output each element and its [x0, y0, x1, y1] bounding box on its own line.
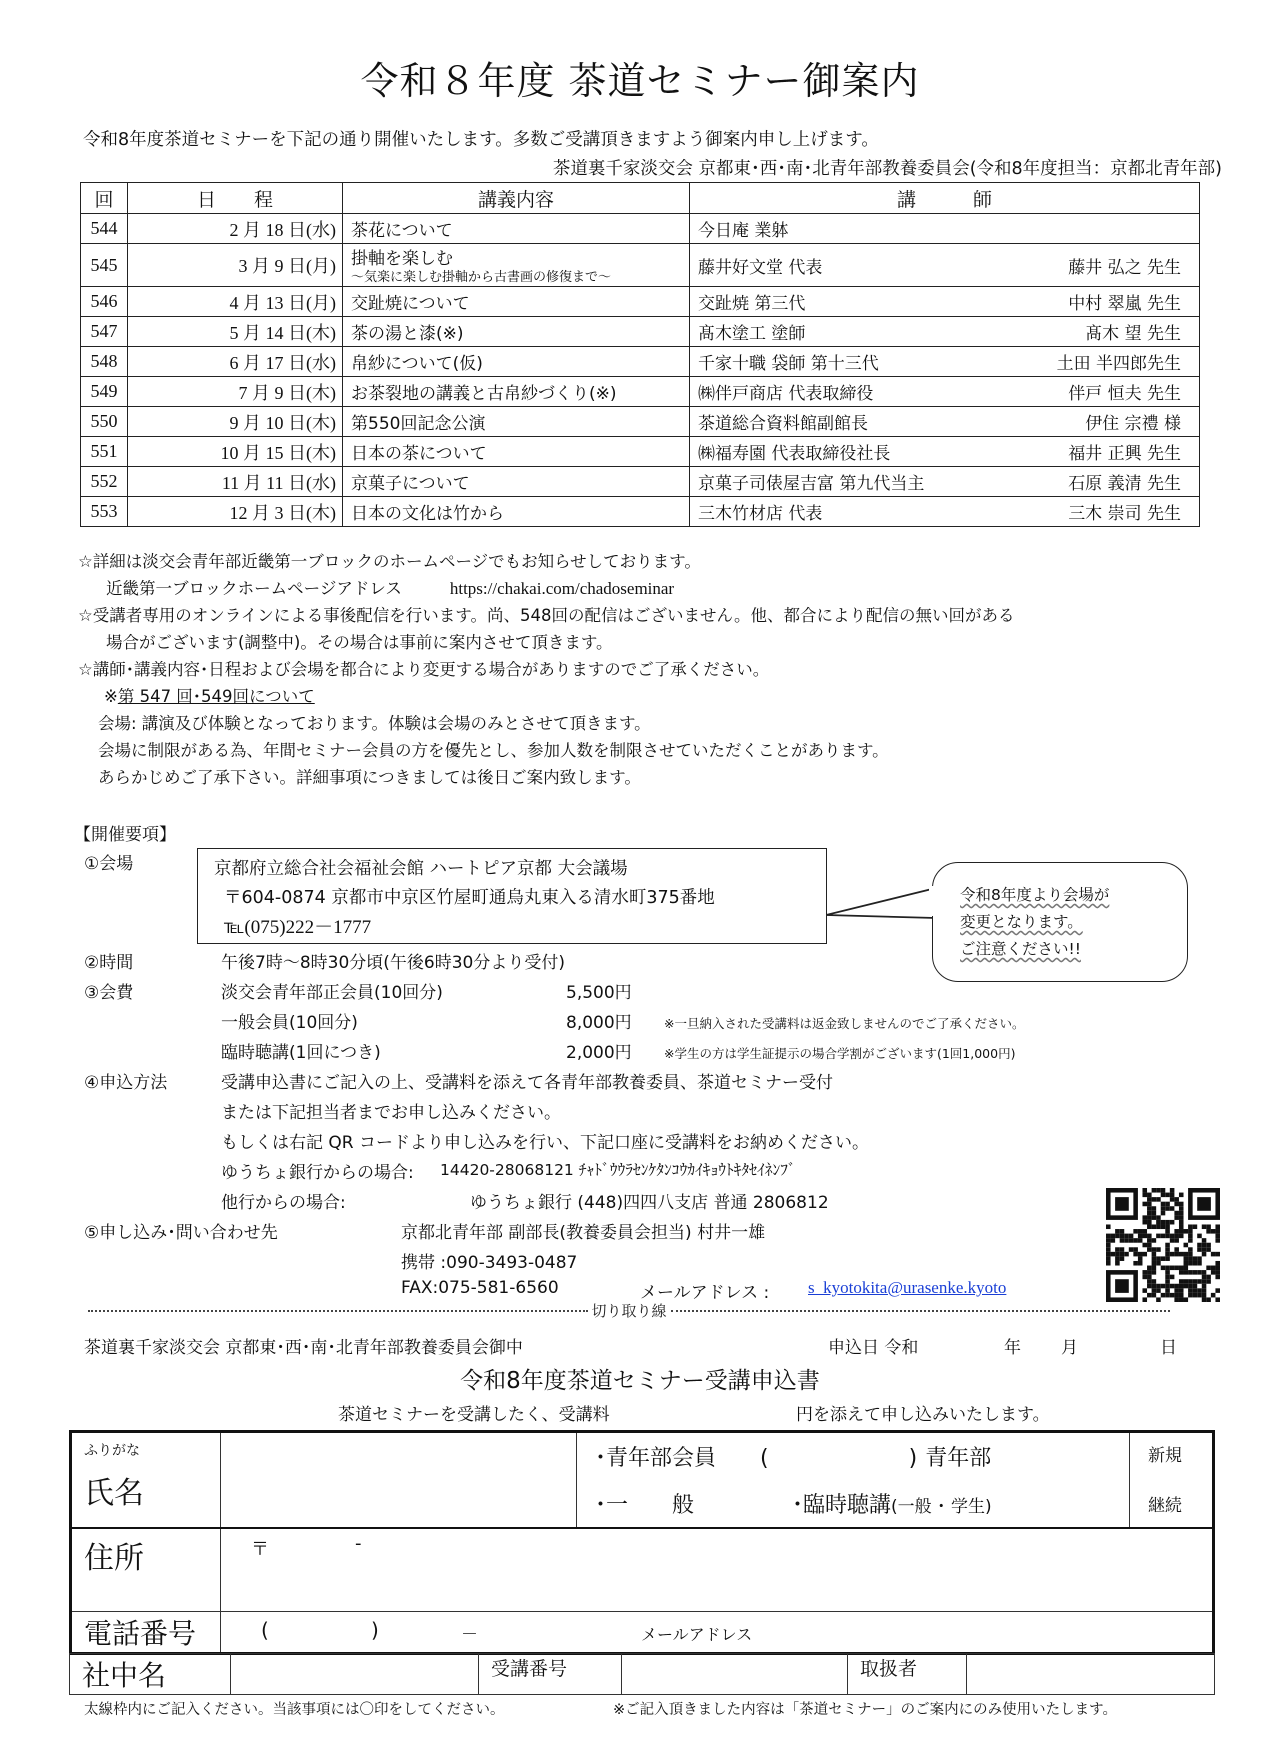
- lecturer-affiliation: 三木竹材店 代表: [698, 504, 823, 524]
- lecturer-name: 石原 義清 先生: [1068, 474, 1181, 494]
- session-lecturer: [690, 407, 1200, 437]
- session-lecturer: [690, 437, 1200, 467]
- venue-box: [197, 848, 827, 944]
- session-lecturer: [690, 347, 1200, 377]
- name-label: 氏名: [84, 1476, 144, 1511]
- col-header-no: 回: [81, 183, 128, 214]
- session-date: 7 月 9 日(木): [128, 377, 343, 407]
- apply-line-2: または下記担当者までお申し込みください。: [221, 1103, 561, 1123]
- furigana-label: ふりがな: [84, 1443, 140, 1459]
- general-option[interactable]: ･一 般: [595, 1493, 695, 1518]
- bubble-gap: [929, 880, 937, 920]
- note-homepage-address: [78, 575, 1014, 602]
- contact-name: 京都北青年部 副部長(教養委員会担当) 村井一雄: [401, 1223, 766, 1243]
- name-label-cell: [71, 1432, 221, 1528]
- lecturer-affiliation: 千家十職 袋師 第十三代: [698, 354, 879, 374]
- postal-dash: -: [355, 1532, 362, 1554]
- application-form: [69, 1430, 1215, 1655]
- schedule-row: [81, 244, 1200, 287]
- footer-left: 太線枠内にご記入ください。当該事項には〇印をしてください。: [84, 1702, 505, 1718]
- apply-label: ④申込方法: [84, 1073, 168, 1093]
- session-topic: [343, 244, 690, 287]
- lecturer-name: 土田 半四郎先生: [1056, 354, 1181, 374]
- session-topic: [343, 287, 690, 317]
- bank1-value: 14420-28068121 ﾁｬﾄﾞｳｳﾗｾﾝｹﾀﾝｺｳｶｲｷｮｳﾄｷﾀｾｲﾈﾝﾌﾞ: [440, 1161, 796, 1179]
- schedule-row: [81, 407, 1200, 437]
- topic-title: 茶花について: [351, 221, 453, 241]
- contact-mobile: 携帯 :090-3493-0487: [401, 1253, 578, 1273]
- schedule-row: [81, 377, 1200, 407]
- phone-label: 電話番号: [71, 1612, 221, 1654]
- temp-option[interactable]: [792, 1488, 992, 1519]
- session-lecturer: [690, 497, 1200, 527]
- session-topic: [343, 347, 690, 377]
- col-header-lecturer: 講 師: [690, 183, 1200, 214]
- note-details: あらかじめご了承下さい。詳細事項につきましては後日ご案内致します。: [98, 768, 641, 787]
- topic-title: 第550回記念公演: [351, 414, 486, 434]
- session-topic: [343, 407, 690, 437]
- note-venue: 会場: 講演及び体験となっております。体験は会場のみとさせて頂きます。: [98, 714, 651, 733]
- cut-line-dots-left: [88, 1310, 588, 1312]
- bubble-line-3: ご注意ください!!: [960, 940, 1081, 958]
- session-topic: [343, 377, 690, 407]
- temp-opt-sub: (一般 ･ 学生): [891, 1497, 992, 1517]
- email-label: メールアドレス: [641, 1625, 753, 1644]
- lecturer-name: 伴戸 恒夫 先生: [1068, 384, 1181, 404]
- address-label: 住所: [84, 1540, 144, 1576]
- topic-title: お茶裂地の講義と古帛紗づくり(※): [351, 384, 617, 404]
- schedule-row: [81, 347, 1200, 377]
- bank2-value: ゆうちょ銀行 (448)四四八支店 普通 2806812: [470, 1193, 829, 1213]
- venue-address: 〒604-0874 京都市中京区竹屋町通烏丸東入る清水町375番地: [224, 888, 715, 908]
- mail-label: メールアドレス :: [640, 1283, 770, 1303]
- form-addressee: 茶道裏千家淡交会 京都東･西･南･北青年部教養委員会御中: [84, 1338, 523, 1358]
- bubble-line-1: 令和8年度より会場が: [960, 886, 1110, 904]
- note-mark: ※: [104, 687, 118, 706]
- fee-note-1: ※一旦納入された受講料は返金致しませんのでご了承ください。: [664, 1016, 1025, 1031]
- venue-tel: ℡(075)222－1777: [224, 917, 372, 938]
- form-title: 令和8年度茶道セミナー受講申込書: [460, 1368, 820, 1394]
- session-number: 550: [81, 407, 128, 437]
- session-topic: [343, 437, 690, 467]
- bank2-label: 他行からの場合:: [221, 1193, 346, 1213]
- cut-line: [84, 1300, 1174, 1321]
- session-topic: [343, 467, 690, 497]
- bubble-text: [960, 882, 1109, 963]
- venue-name: 京都府立総合社会福祉会館 ハートピア京都 大会議場: [214, 859, 628, 879]
- new-cont-cell[interactable]: [1130, 1432, 1214, 1528]
- col-header-topic: 講義内容: [343, 183, 690, 214]
- schedule-row: [81, 214, 1200, 244]
- details-heading: 【開催要項】: [74, 825, 176, 845]
- lecturer-name: 髙木 望 先生: [1085, 324, 1181, 344]
- member-type-cell[interactable]: [577, 1432, 1130, 1528]
- lecturer-affiliation: 髙木塗工 塗師: [698, 324, 806, 344]
- bubble-line-2: 変更となります。: [960, 913, 1083, 931]
- lecturer-name: 藤井 弘之 先生: [1068, 257, 1181, 278]
- lecturer-affiliation: 今日庵 業躰: [698, 221, 789, 241]
- lecturer-affiliation: 交趾焼 第三代: [698, 294, 806, 314]
- topic-title: 京菓子について: [351, 474, 470, 494]
- lecturer-name: [1181, 216, 1191, 241]
- session-number: 545: [81, 244, 128, 287]
- bank1-label: ゆうちょ銀行からの場合:: [221, 1163, 414, 1183]
- contact-fax: FAX:075-581-6560: [401, 1278, 559, 1298]
- address-label-cell: [71, 1528, 221, 1612]
- qr-code-icon[interactable]: [1106, 1188, 1220, 1302]
- topic-title: 掛軸を楽しむ: [351, 249, 453, 269]
- notes-section: [78, 548, 1014, 791]
- group-label: 社中名: [70, 1654, 231, 1695]
- note-547-549: [78, 683, 1014, 710]
- cut-line-label: 切り取り線: [591, 1302, 667, 1320]
- session-number: 546: [81, 287, 128, 317]
- fee-name-0: 淡交会青年部正会員(10回分): [221, 983, 443, 1003]
- member-option[interactable]: [595, 1441, 991, 1472]
- topic-subtitle: ～気楽に楽しむ掛軸から古書画の修復まで～: [351, 270, 612, 285]
- time-value: 午後7時～8時30分頃(午後6時30分より受付): [221, 953, 565, 973]
- session-topic: [343, 497, 690, 527]
- page-title: 令和８年度 茶道セミナー御案内: [360, 59, 920, 103]
- schedule-row: [81, 317, 1200, 347]
- topic-title: 日本の茶について: [351, 444, 487, 464]
- reg-no-label: 受講番号: [479, 1654, 622, 1695]
- session-topic: [343, 317, 690, 347]
- homepage-link[interactable]: https://chakai.com/chadoseminar: [449, 579, 675, 598]
- session-number: 551: [81, 437, 128, 467]
- note-online: ☆受講者専用のオンラインによる事後配信を行います。尚、548回の配信はございません。他、都合により配信の無い回がある: [78, 606, 1015, 625]
- phone-paren-close: ): [371, 1618, 379, 1642]
- note-547-549-heading: 第 547 回･549回について: [117, 687, 315, 706]
- time-label: ②時間: [84, 953, 134, 973]
- session-date: 3 月 9 日(月): [128, 244, 343, 287]
- fee-name-2: 臨時聴講(1回につき): [221, 1043, 381, 1063]
- office-use-table: [69, 1653, 1215, 1695]
- phone-paren-open: (: [261, 1618, 269, 1642]
- session-topic: [343, 214, 690, 244]
- session-date: 11 月 11 日(水): [128, 467, 343, 497]
- apply-line-3: もしくは右記 QR コードより申し込みを行い、下記口座に受講料をお納めください。: [221, 1133, 869, 1153]
- continue-option[interactable]: 継続: [1148, 1496, 1182, 1516]
- schedule-table: [80, 182, 1200, 527]
- fee-price-1: 8,000円: [566, 1013, 632, 1033]
- session-lecturer: [690, 214, 1200, 244]
- fee-price-2: 2,000円: [566, 1043, 632, 1063]
- session-date: 9 月 10 日(木): [128, 407, 343, 437]
- intro-text: 令和8年度茶道セミナーを下記の通り開催いたします。多数ご受講頂きますよう御案内申し上げます。: [83, 130, 879, 150]
- col-header-date: 日 程: [128, 183, 343, 214]
- form-statement-b: 円を添えて申し込みいたします。: [796, 1405, 1050, 1425]
- fee-label: ③会費: [84, 983, 134, 1003]
- bubble-pointer: [826, 880, 938, 925]
- name-input[interactable]: [221, 1432, 577, 1528]
- footer-right: ※ご記入頂きました内容は「茶道セミナー」のご案内にのみ使用いたします。: [613, 1702, 1117, 1718]
- note-limit: 会場に制限がある為、年間セミナー会員の方を優先とし、参加人数を制限させていただくことがあります。: [98, 741, 889, 760]
- handler-input[interactable]: [967, 1654, 1215, 1695]
- form-year: 年: [1004, 1338, 1021, 1358]
- schedule-header-row: [81, 183, 1200, 214]
- topic-title: 交趾焼について: [351, 294, 470, 314]
- session-lecturer: [690, 244, 1200, 287]
- mail-link[interactable]: s_kyotokita@urasenke.kyoto: [808, 1278, 1007, 1297]
- lecturer-name: 福井 正興 先生: [1068, 444, 1181, 464]
- note-online-cont: 場合がございます(調整中)。その場合は事前に案内させて頂きます。: [106, 633, 613, 652]
- schedule-row: [81, 467, 1200, 497]
- venue-label: ①会場: [84, 854, 134, 874]
- member-paren-close: ): [908, 1446, 918, 1471]
- session-number: 549: [81, 377, 128, 407]
- schedule-row: [81, 497, 1200, 527]
- lecturer-affiliation: 藤井好文堂 代表: [698, 257, 823, 278]
- form-day: 日: [1160, 1338, 1177, 1358]
- reg-no-input[interactable]: [622, 1654, 848, 1695]
- session-date: 4 月 13 日(月): [128, 287, 343, 317]
- session-date: 10 月 15 日(木): [128, 437, 343, 467]
- note-homepage: ☆詳細は淡交会青年部近畿第一ブロックのホームページでもお知らせしております。: [78, 552, 701, 571]
- session-number: 544: [81, 214, 128, 244]
- apply-line-1: 受講申込書にご記入の上、受講料を添えて各青年部教養委員、茶道セミナー受付: [221, 1073, 833, 1093]
- fee-name-1: 一般会員(10回分): [221, 1013, 358, 1033]
- contact-label: ⑤申し込み･問い合わせ先: [84, 1223, 278, 1243]
- cut-line-dots-right: [671, 1310, 1171, 1312]
- lecturer-name: 伊住 宗禮 様: [1085, 414, 1181, 434]
- organizer-text: 茶道裏千家淡交会 京都東･西･南･北青年部教養委員会(令和8年度担当：京都北青年部): [552, 159, 1222, 179]
- session-number: 547: [81, 317, 128, 347]
- session-lecturer: [690, 467, 1200, 497]
- lecturer-affiliation: ㈱伴戸商店 代表取締役: [698, 384, 874, 404]
- note-change: ☆講師･講義内容･日程および会場を都合により変更する場合がありますのでご了承ください。: [78, 660, 770, 679]
- session-number: 552: [81, 467, 128, 497]
- homepage-label: 近畿第一ブロックホームページアドレス: [106, 579, 402, 598]
- member-opt-label: ･青年部会員: [595, 1446, 717, 1471]
- session-lecturer: [690, 317, 1200, 347]
- phone-input[interactable]: [221, 1612, 1214, 1654]
- group-input[interactable]: [231, 1654, 479, 1695]
- fee-price-0: 5,500円: [566, 983, 632, 1003]
- schedule-row: [81, 437, 1200, 467]
- fee-note-2: ※学生の方は学生証提示の場合学割がございます(1回1,000円): [664, 1046, 1016, 1061]
- topic-title: 帛紗について(仮): [351, 354, 483, 374]
- postal-mark: 〒: [251, 1538, 269, 1560]
- lecturer-affiliation: 京菓子司俵屋吉富 第九代当主: [698, 474, 925, 494]
- lecturer-affiliation: ㈱福寿園 代表取締役社長: [698, 444, 891, 464]
- lecturer-name: 中村 翠嵐 先生: [1068, 294, 1181, 314]
- session-lecturer: [690, 377, 1200, 407]
- lecturer-name: 三木 崇司 先生: [1068, 504, 1181, 524]
- phone-dash: －: [461, 1625, 478, 1645]
- session-date: 2 月 18 日(水): [128, 214, 343, 244]
- topic-title: 日本の文化は竹から: [351, 504, 504, 524]
- topic-title: 茶の湯と漆(※): [351, 324, 464, 344]
- schedule-row: [81, 287, 1200, 317]
- form-month: 月: [1061, 1338, 1078, 1358]
- form-statement-a: 茶道セミナーを受講したく、受講料: [338, 1405, 610, 1425]
- handler-label: 取扱者: [848, 1654, 967, 1695]
- session-date: 5 月 14 日(木): [128, 317, 343, 347]
- session-number: 548: [81, 347, 128, 377]
- new-option[interactable]: 新規: [1148, 1446, 1182, 1466]
- session-date: 12 月 3 日(木): [128, 497, 343, 527]
- session-lecturer: [690, 287, 1200, 317]
- session-number: 553: [81, 497, 128, 527]
- member-suffix: 青年部: [925, 1446, 992, 1471]
- member-paren-open: (: [760, 1446, 769, 1471]
- address-input[interactable]: [221, 1528, 1214, 1612]
- session-date: 6 月 17 日(水): [128, 347, 343, 377]
- lecturer-affiliation: 茶道総合資料館副館長: [698, 414, 868, 434]
- temp-opt-label: ･臨時聴講: [792, 1493, 892, 1518]
- form-date-label: 申込日 令和: [828, 1338, 919, 1358]
